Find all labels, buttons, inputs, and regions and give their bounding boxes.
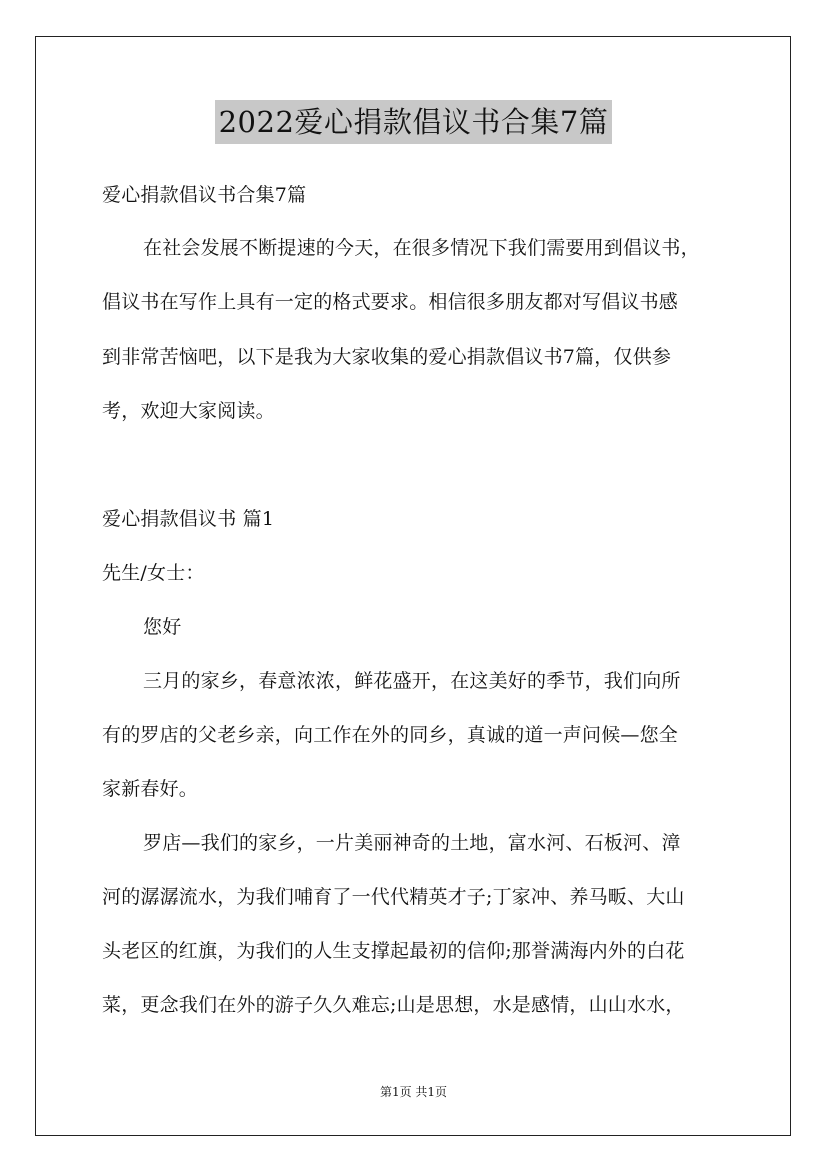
section-heading: 爱心捐款倡议书 篇1 bbox=[102, 508, 275, 530]
intro-line-4: 考，欢迎大家阅读。 bbox=[102, 400, 275, 422]
paragraph2-line-3: 头老区的红旗，为我们的人生支撑起最初的信仰;那誉满海内外的白花 bbox=[102, 940, 685, 962]
subtitle: 爱心捐款倡议书合集7篇 bbox=[102, 184, 307, 206]
salutation: 先生/女士： bbox=[102, 562, 205, 584]
paragraph1-line-3: 家新春好。 bbox=[102, 778, 199, 800]
paragraph2-line-1: 罗店—我们的家乡，一片美丽神奇的土地，富水河、石板河、漳 bbox=[143, 832, 681, 854]
page-footer: 第1页 共1页 bbox=[379, 1085, 448, 1099]
paragraph2-line-2: 河的潺潺流水，为我们哺育了一代代精英才子;丁家冲、养马畈、大山 bbox=[102, 886, 685, 908]
intro-line-1: 在社会发展不断提速的今天，在很多情况下我们需要用到倡议书， bbox=[143, 237, 700, 259]
title-wrap bbox=[0, 100, 827, 144]
paragraph2-line-4: 菜，更念我们在外的游子久久难忘;山是思想，水是感情，山山水水， bbox=[102, 994, 685, 1016]
intro-line-3: 到非常苦恼吧，以下是我为大家收集的爱心捐款倡议书7篇，仅供参 bbox=[102, 346, 672, 368]
paragraph1-line-1: 三月的家乡，春意浓浓，鲜花盛开，在这美好的季节，我们向所 bbox=[143, 670, 681, 692]
document-title: 2022爱心捐款倡议书合集7篇 bbox=[215, 100, 613, 144]
intro-line-2: 倡议书在写作上具有一定的格式要求。相信很多朋友都对写倡议书感 bbox=[102, 291, 679, 313]
greeting: 您好 bbox=[143, 616, 182, 638]
paragraph1-line-2: 有的罗店的父老乡亲，向工作在外的同乡，真诚的道一声问候—您全 bbox=[102, 724, 679, 746]
